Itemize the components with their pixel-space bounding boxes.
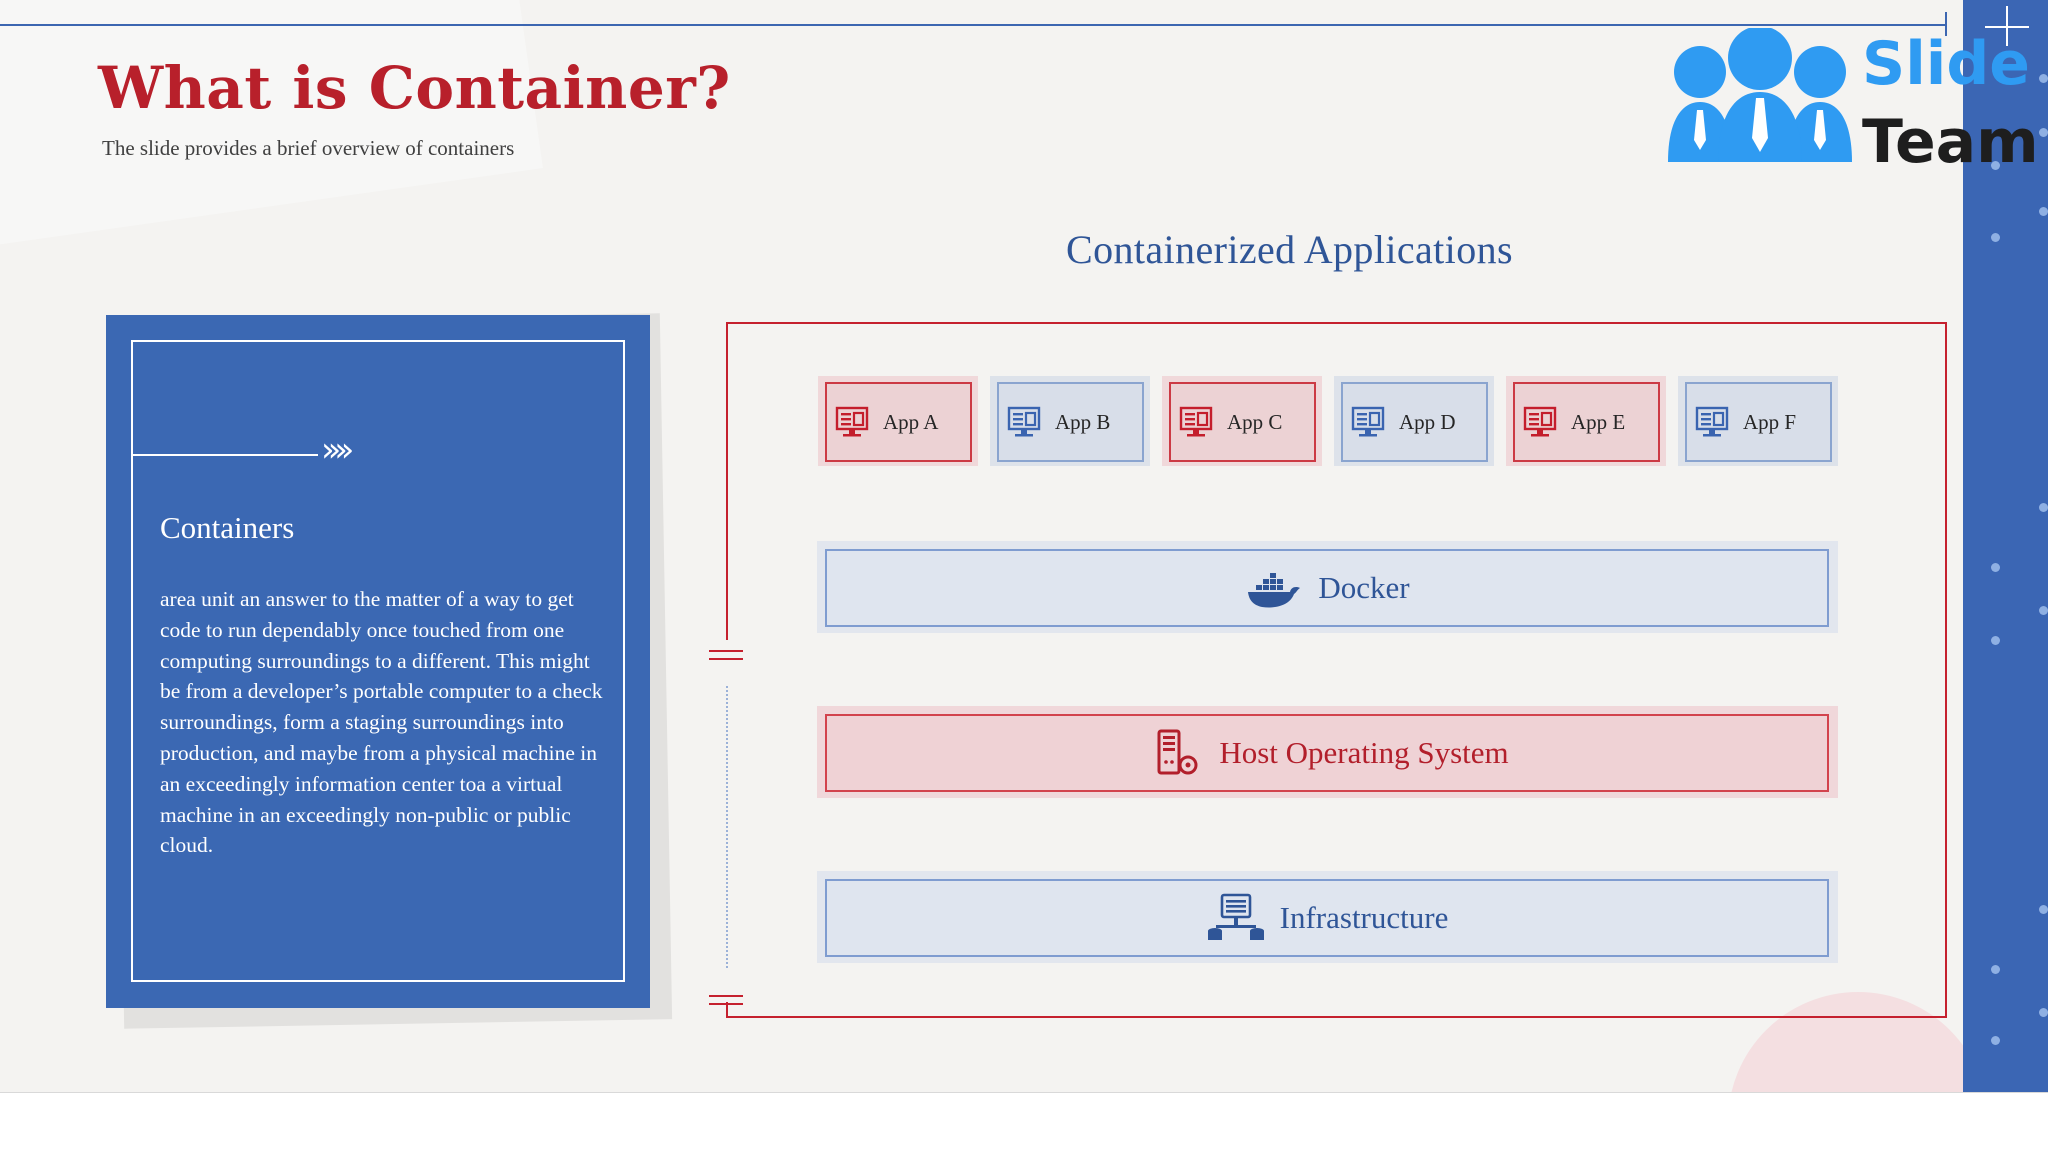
top-rule xyxy=(0,24,1947,26)
app-box xyxy=(997,382,1144,462)
layer-infrastructure[interactable] xyxy=(817,871,1838,963)
background-sheen xyxy=(0,0,543,268)
decor-dot xyxy=(2039,207,2048,216)
app-label: App E xyxy=(1571,409,1626,434)
frame-tick xyxy=(709,1003,743,1005)
app-box xyxy=(1513,382,1660,462)
layer-box xyxy=(825,879,1829,957)
decor-dot xyxy=(1991,1036,2000,1045)
app-label: App D xyxy=(1399,409,1456,434)
app-box xyxy=(1685,382,1832,462)
decor-dot xyxy=(1991,965,2000,974)
decor-dot xyxy=(1991,563,2000,572)
layer-label: Host Operating System xyxy=(1219,735,1509,770)
desktop-monitor-icon xyxy=(1179,405,1213,439)
diagram-title: Containerized Applications xyxy=(1066,227,1513,272)
app-tile-e[interactable] xyxy=(1506,376,1666,466)
app-tile-f[interactable] xyxy=(1678,376,1838,466)
containers-card xyxy=(106,315,650,1008)
slideteam-logo xyxy=(1660,28,2039,177)
app-tile-b[interactable] xyxy=(990,376,1150,466)
app-label: App C xyxy=(1227,409,1283,434)
desktop-monitor-icon xyxy=(1523,405,1557,439)
decor-dot xyxy=(2039,905,2048,914)
layer-box xyxy=(825,714,1829,792)
page-subtitle: The slide provides a brief overview of containers xyxy=(102,136,515,160)
decor-dot xyxy=(2039,128,2048,137)
frame-dotted-connector xyxy=(726,686,728,968)
app-box xyxy=(1341,382,1488,462)
decor-dot xyxy=(2039,74,2048,83)
logo-word-slide: Slide xyxy=(1862,29,2030,99)
decor-dot xyxy=(2039,1008,2048,1017)
desktop-monitor-icon xyxy=(1351,405,1385,439)
app-label: App B xyxy=(1055,409,1111,434)
frame-tick xyxy=(709,650,743,652)
server-database-icon xyxy=(1206,893,1266,943)
app-label: App F xyxy=(1743,409,1797,434)
desktop-monitor-icon xyxy=(1007,405,1041,439)
chevrons-right-icon: ›››› xyxy=(321,430,348,470)
layer-host-os[interactable] xyxy=(817,706,1838,798)
docker-whale-icon xyxy=(1244,563,1304,613)
logo-word-team: Team xyxy=(1862,107,2039,177)
frame-gap xyxy=(718,640,738,1002)
card-accent-line xyxy=(133,454,318,456)
decor-dot xyxy=(1991,233,2000,242)
people-group-icon xyxy=(1660,28,1860,168)
card-inner-border xyxy=(131,340,625,982)
decor-dot xyxy=(2039,503,2048,512)
app-box xyxy=(1169,382,1316,462)
card-heading: Containers xyxy=(160,510,295,545)
app-tile-d[interactable] xyxy=(1334,376,1494,466)
app-tile-c[interactable] xyxy=(1162,376,1322,466)
app-label: App A xyxy=(883,409,939,434)
app-tile-a[interactable] xyxy=(818,376,978,466)
layer-label: Infrastructure xyxy=(1279,900,1449,935)
frame-tick xyxy=(709,658,743,660)
layer-label: Docker xyxy=(1318,570,1410,605)
desktop-monitor-icon xyxy=(1695,405,1729,439)
page-title: What is Container? xyxy=(98,54,731,122)
server-gear-icon xyxy=(1145,728,1205,778)
desktop-monitor-icon xyxy=(835,405,869,439)
app-box xyxy=(825,382,972,462)
frame-tick xyxy=(709,995,743,997)
decor-dot xyxy=(2039,606,2048,615)
decor-dot xyxy=(1991,636,2000,645)
layer-docker[interactable] xyxy=(817,541,1838,633)
card-body-text: area unit an answer to the matter of a way to get code to run dependably once touched from one computing surroundings to a different. This might be from a developer’s portable computer to a check surroundings, form a staging surroundings into production, and maybe from a physical machine in an exceedingly information center toa a virtual machine in an exceedingly non-public or public cloud. xyxy=(160,587,603,858)
layer-box xyxy=(825,549,1829,627)
